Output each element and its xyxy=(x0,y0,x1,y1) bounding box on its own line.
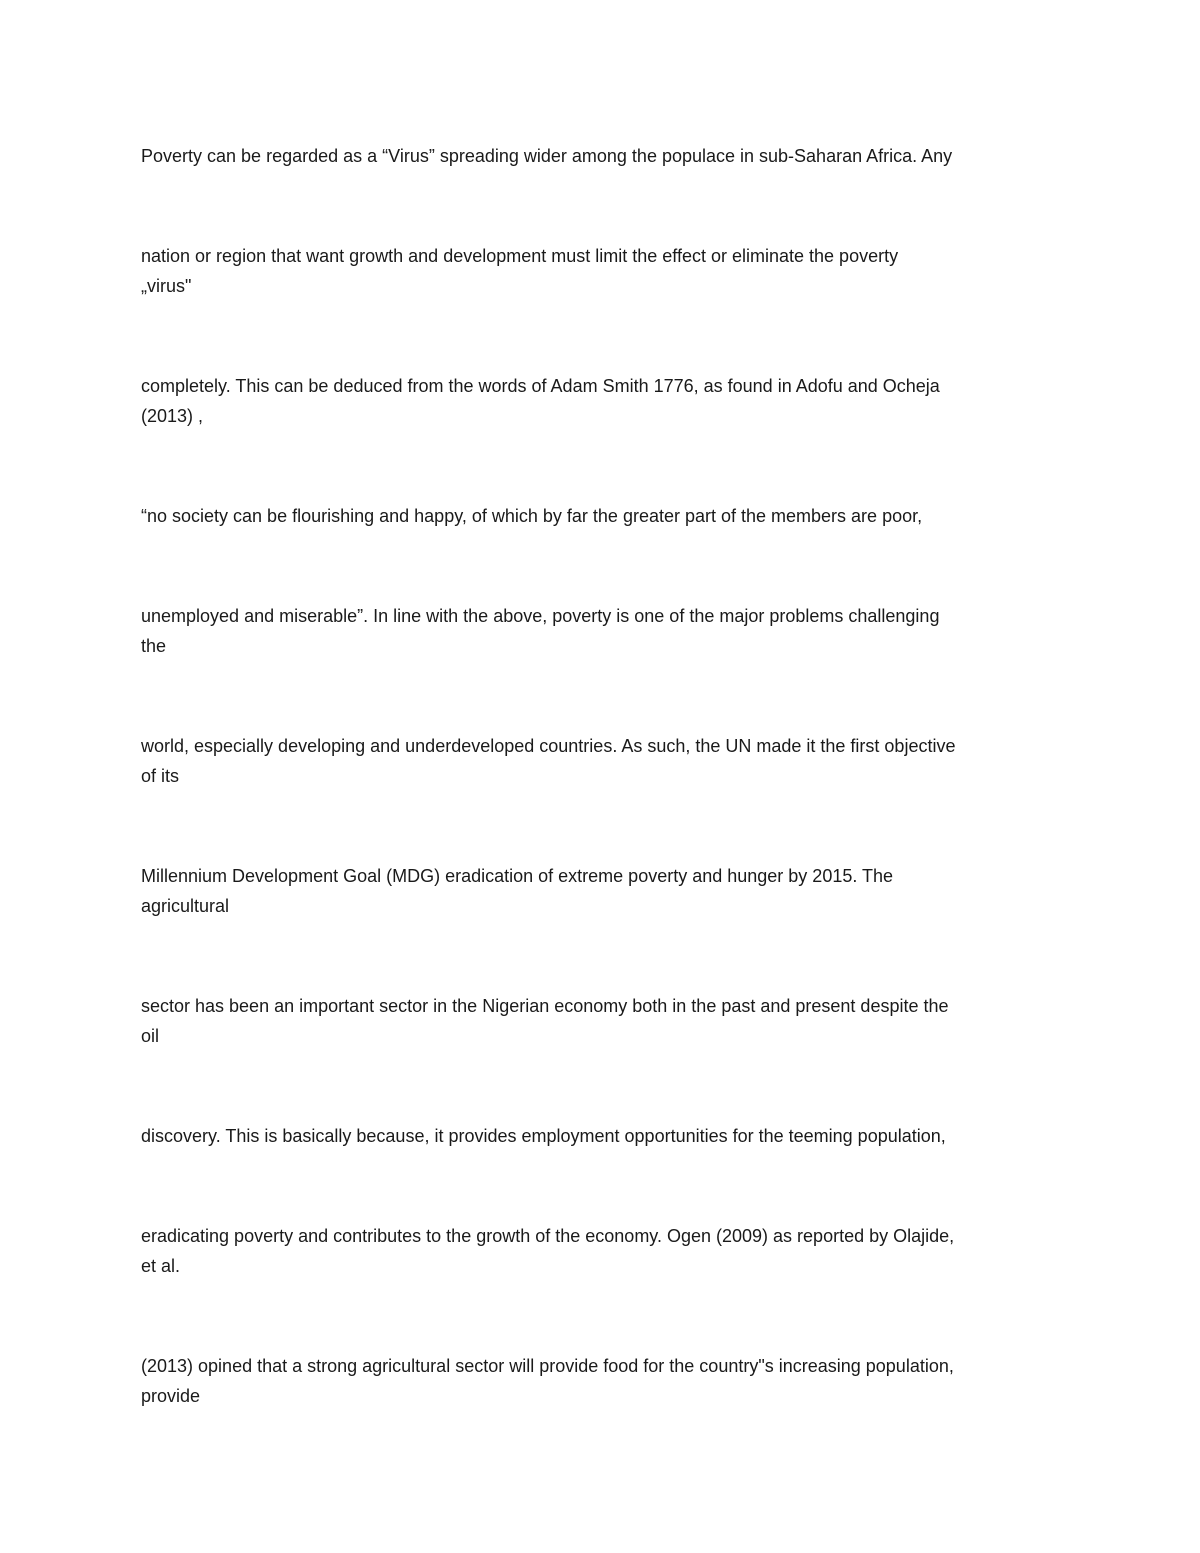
paragraph xyxy=(141,241,1061,301)
text-line: „virus" xyxy=(141,276,192,296)
text-line: et al. xyxy=(141,1256,181,1276)
text-line: eradicating poverty and contributes to the growth of the economy. Ogen (2009) as reported by Olajide, xyxy=(141,1226,955,1246)
text-line: Millennium Development Goal (MDG) eradication of extreme poverty and hunger by 2015. The xyxy=(141,866,894,886)
paragraph xyxy=(141,731,1061,791)
text-line: sector has been an important sector in the Nigerian economy both in the past and present despite the xyxy=(141,996,949,1016)
text-line: provide xyxy=(141,1386,201,1406)
text-line: (2013) , xyxy=(141,406,204,426)
text-line: of its xyxy=(141,766,180,786)
text-line: “no society can be flourishing and happy, of which by far the greater part of the members are poor, xyxy=(141,506,923,526)
text-line: completely. This can be deduced from the words of Adam Smith 1776, as found in Adofu and Ocheja xyxy=(141,376,940,396)
paragraph xyxy=(141,601,1061,661)
text-line: the xyxy=(141,636,167,656)
text-line: agricultural xyxy=(141,896,230,916)
text-line: oil xyxy=(141,1026,160,1046)
text-line: (2013) opined that a strong agricultural sector will provide food for the country"s increasing population, xyxy=(141,1356,954,1376)
text-line: world, especially developing and underdeveloped countries. As such, the UN made it the first objective xyxy=(141,736,956,756)
paragraph xyxy=(141,141,1061,171)
text-line: unemployed and miserable”. In line with the above, poverty is one of the major problems challenging xyxy=(141,606,940,626)
paragraph xyxy=(141,991,1061,1051)
text-line: discovery. This is basically because, it provides employment opportunities for the teeming population, xyxy=(141,1126,946,1146)
paragraph xyxy=(141,371,1061,431)
text-line: nation or region that want growth and development must limit the effect or eliminate the poverty xyxy=(141,246,899,266)
text-line: Poverty can be regarded as a “Virus” spreading wider among the populace in sub-Saharan Africa. Any xyxy=(141,146,953,166)
paragraph xyxy=(141,1121,1061,1151)
paragraph xyxy=(141,1221,1061,1281)
paragraph xyxy=(141,1351,1061,1411)
paragraph xyxy=(141,501,1061,531)
paragraph xyxy=(141,861,1061,921)
